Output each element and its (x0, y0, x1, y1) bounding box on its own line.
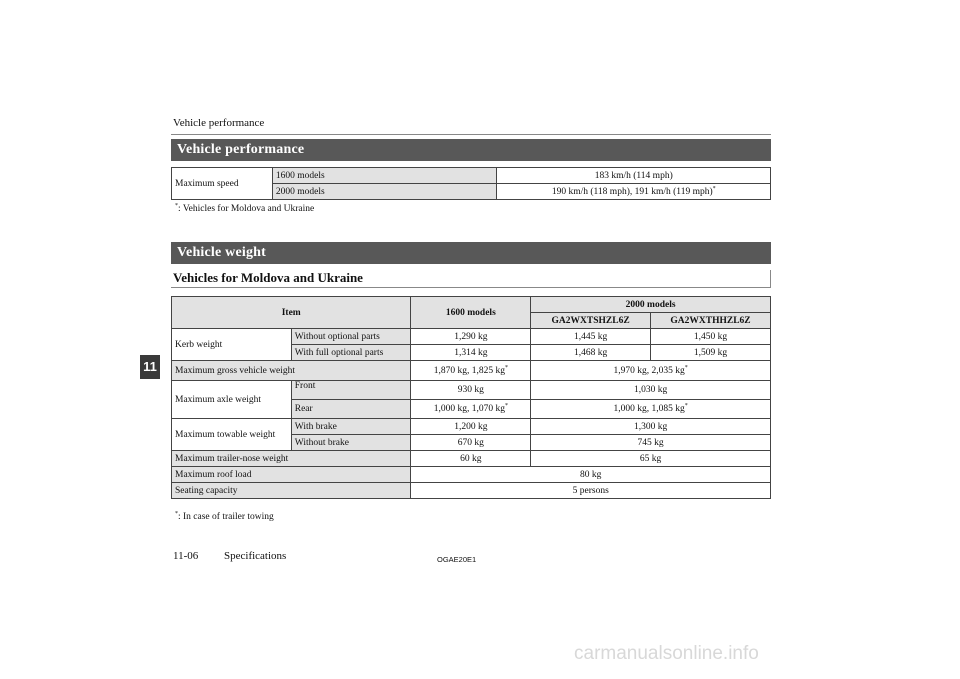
header-2000: 2000 models (531, 297, 771, 313)
seating-capacity-label: Seating capacity (172, 483, 411, 499)
table-row (172, 451, 771, 467)
header-rule (171, 134, 771, 135)
trailer-nose-1600: 60 kg (411, 451, 531, 467)
model-1600-label: 1600 models (272, 168, 497, 184)
watermark: carmanualsonline.info (574, 643, 759, 664)
document-code: OGAE20E1 (437, 555, 477, 564)
towable-with-1600: 1,200 kg (411, 419, 531, 435)
axle-front-1600: 930 kg (411, 381, 531, 400)
page-number: 11-06 (173, 550, 199, 562)
towable-with-label: With brake (291, 419, 411, 435)
table-row (172, 483, 771, 499)
axle-rear-1600: 1,000 kg, 1,070 kg* (411, 400, 531, 419)
weight-table (171, 296, 771, 499)
max-speed-label: Maximum speed (172, 168, 273, 200)
page-section-name: Specifications (224, 550, 287, 562)
running-head: Vehicle performance (173, 117, 265, 129)
kerb-weight-label: Kerb weight (172, 329, 292, 361)
axle-rear-label: Rear (291, 400, 411, 419)
towable-weight-label: Maximum towable weight (172, 419, 292, 451)
trailer-nose-label: Maximum trailer-nose weight (172, 451, 411, 467)
table-row (172, 168, 771, 184)
towable-without-label: Without brake (291, 435, 411, 451)
performance-table (171, 167, 771, 200)
table-row (172, 419, 771, 435)
kerb-without-1600: 1,290 kg (411, 329, 531, 345)
axle-weight-label: Maximum axle weight (172, 381, 292, 419)
kerb-full-a: 1,468 kg (531, 345, 651, 361)
performance-section-title: Vehicle performance (171, 139, 771, 161)
towable-with-2000: 1,300 kg (531, 419, 771, 435)
table-row (172, 329, 771, 345)
weight-section-title: Vehicle weight (171, 242, 771, 264)
towable-without-2000: 745 kg (531, 435, 771, 451)
towable-without-1600: 670 kg (411, 435, 531, 451)
axle-rear-2000: 1,000 kg, 1,085 kg* (531, 400, 771, 419)
gross-weight-2000: 1,970 kg, 2,035 kg* (531, 361, 771, 381)
header-item: Item (172, 297, 411, 329)
model-2000-label: 2000 models (272, 184, 497, 200)
gross-weight-label: Maximum gross vehicle weight (172, 361, 411, 381)
table-row (172, 467, 771, 483)
max-speed-1600: 183 km/h (114 mph) (497, 168, 771, 184)
chapter-tab: 11 (140, 355, 160, 379)
seating-capacity-value: 5 persons (411, 483, 771, 499)
axle-front-label: Front (291, 381, 411, 400)
weight-subtitle: Vehicles for Moldova and Ukraine (173, 270, 363, 285)
header-variant-b: GA2WXTHHZL6Z (651, 313, 771, 329)
subtitle-rule-tick (770, 270, 771, 287)
max-speed-2000: 190 km/h (118 mph), 191 km/h (119 mph)* (497, 184, 771, 200)
weight-footnote: *: In case of trailer towing (175, 510, 274, 522)
roof-load-value: 80 kg (411, 467, 771, 483)
kerb-full-b: 1,509 kg (651, 345, 771, 361)
kerb-without-label: Without optional parts (291, 329, 411, 345)
header-variant-a: GA2WXTSHZL6Z (531, 313, 651, 329)
kerb-without-a: 1,445 kg (531, 329, 651, 345)
subtitle-rule (171, 287, 771, 288)
header-1600: 1600 models (411, 297, 531, 329)
kerb-full-1600: 1,314 kg (411, 345, 531, 361)
performance-footnote: *: Vehicles for Moldova and Ukraine (175, 202, 315, 214)
kerb-without-b: 1,450 kg (651, 329, 771, 345)
table-row (172, 381, 771, 400)
table-row (172, 361, 771, 381)
kerb-full-label: With full optional parts (291, 345, 411, 361)
trailer-nose-2000: 65 kg (531, 451, 771, 467)
table-header-row (172, 297, 771, 313)
gross-weight-1600: 1,870 kg, 1,825 kg* (411, 361, 531, 381)
roof-load-label: Maximum roof load (172, 467, 411, 483)
axle-front-2000: 1,030 kg (531, 381, 771, 400)
